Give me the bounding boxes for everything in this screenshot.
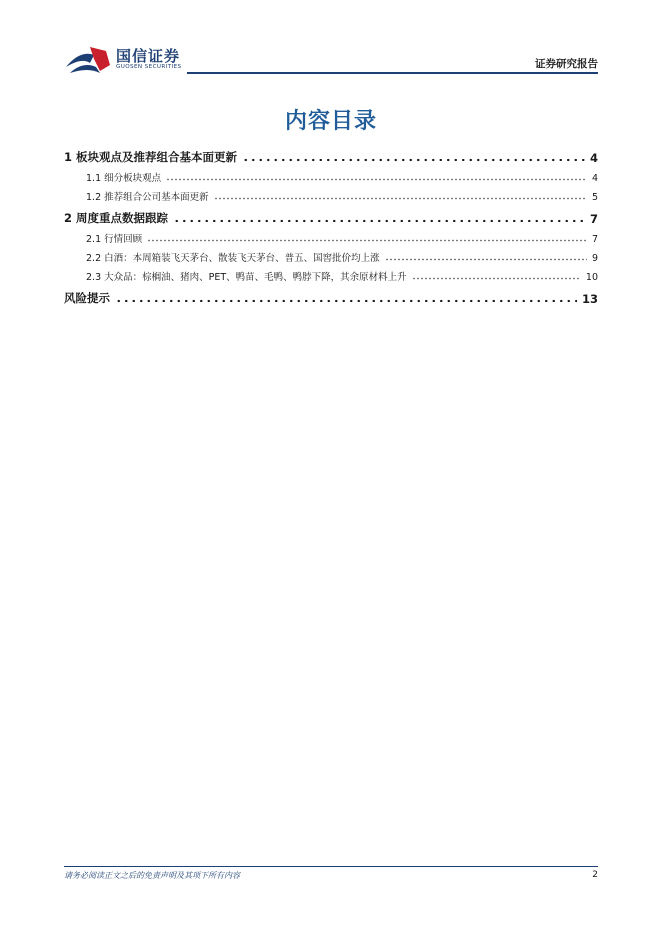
toc-entry[interactable] bbox=[64, 184, 598, 203]
toc-leader-dots bbox=[412, 266, 581, 280]
toc-entry[interactable] bbox=[64, 142, 598, 165]
page-header bbox=[0, 0, 662, 80]
toc-entry[interactable] bbox=[64, 165, 598, 184]
toc-entry-page: 7 bbox=[591, 234, 598, 245]
toc-entry-label: 风险提示 bbox=[64, 291, 110, 305]
toc-leader-dots bbox=[166, 167, 587, 181]
guosen-logo-icon bbox=[64, 43, 112, 77]
toc-entry[interactable] bbox=[64, 245, 598, 264]
table-of-contents bbox=[64, 142, 598, 306]
toc-leader-dots bbox=[147, 228, 587, 242]
toc-entry-label: 1 板块观点及推荐组合基本面更新 bbox=[64, 150, 238, 164]
logo-name-en: GUOSEN SECURITIES bbox=[116, 64, 182, 70]
toc-entry-page: 13 bbox=[581, 292, 598, 306]
report-type-label: 证券研究报告 bbox=[535, 58, 598, 70]
toc-entry-page: 7 bbox=[589, 212, 598, 226]
company-logo bbox=[64, 43, 184, 77]
logo-name-cn: 国信证券 bbox=[116, 47, 181, 65]
toc-entry-page: 5 bbox=[591, 192, 598, 203]
toc-entry-label: 2.2 白酒：本周箱装飞天茅台、散装飞天茅台、普五、国窖批价均上涨 bbox=[86, 253, 380, 264]
header-divider bbox=[187, 72, 598, 74]
toc-leader-dots bbox=[214, 186, 587, 200]
toc-entry-label: 1.2 推荐组合公司基本面更新 bbox=[86, 192, 209, 203]
toc-entry-label: 2 周度重点数据跟踪 bbox=[64, 211, 169, 225]
toc-entry[interactable] bbox=[64, 283, 598, 306]
page-number: 2 bbox=[592, 870, 598, 880]
disclaimer-notice: 请务必阅读正文之后的免责声明及其项下所有内容 bbox=[64, 871, 240, 880]
toc-entry-label: 1.1 细分板块观点 bbox=[86, 173, 162, 184]
toc-entry-page: 9 bbox=[591, 253, 598, 264]
toc-entry-label: 2.1 行情回顾 bbox=[86, 234, 143, 245]
toc-leader-dots bbox=[242, 148, 585, 162]
toc-entry-page: 4 bbox=[589, 151, 598, 165]
toc-entry-page: 10 bbox=[585, 272, 598, 283]
footer-divider bbox=[64, 866, 598, 867]
toc-entry-label: 2.3 大众品：棕榈油、猪肉、PET、鸭苗、毛鸭、鸭脖下降，其余原材料上升 bbox=[86, 272, 407, 283]
toc-entry-page: 4 bbox=[591, 173, 598, 184]
toc-leader-dots bbox=[385, 247, 587, 261]
toc-entry[interactable] bbox=[64, 264, 598, 283]
toc-leader-dots bbox=[115, 289, 577, 303]
toc-entry[interactable] bbox=[64, 203, 598, 226]
toc-title: 内容目录 bbox=[284, 109, 377, 134]
toc-leader-dots bbox=[173, 209, 585, 223]
toc-entry[interactable] bbox=[64, 226, 598, 245]
